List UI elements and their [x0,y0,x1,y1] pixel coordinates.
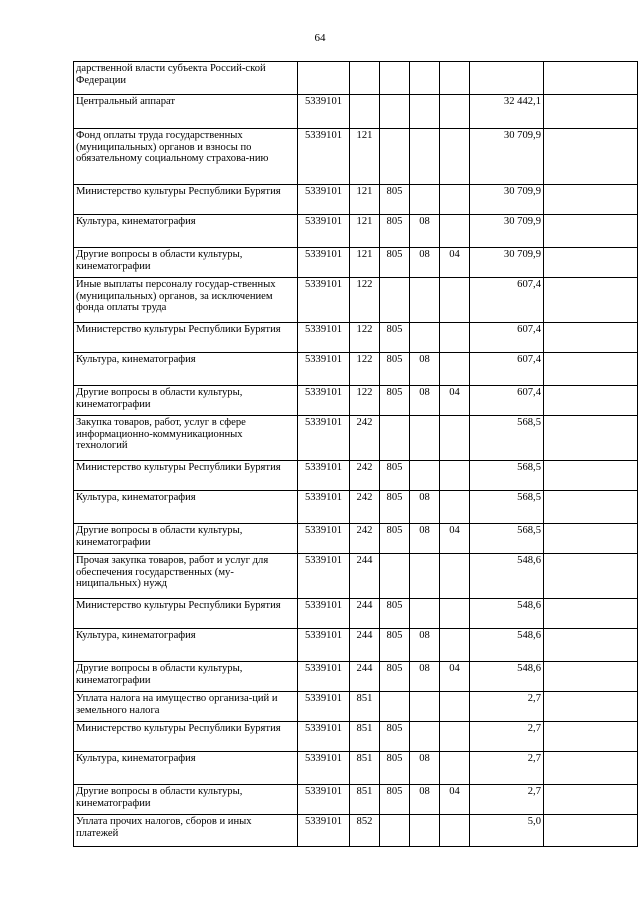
row-expense-type: 121 [350,248,380,278]
row-name: Уплата прочих налогов, сборов и иных платежей [74,815,298,847]
row-extra [544,278,638,323]
row-subsection [440,95,470,129]
row-target-article: 5339101 [298,461,350,491]
row-ministry-code: 805 [380,524,410,554]
row-section [410,416,440,461]
row-name: Фонд оплаты труда государственных (муниципальных) органов и взносы по обязательному социальному страхова-нию [74,129,298,185]
row-section [410,722,440,752]
row-expense-type: 851 [350,752,380,785]
table-row [74,353,638,386]
row-expense-type: 122 [350,386,380,416]
row-ministry-code: 805 [380,629,410,662]
row-subsection [440,215,470,248]
row-extra [544,95,638,129]
row-expense-type: 244 [350,599,380,629]
row-extra [544,185,638,215]
row-name: Культура, кинематография [74,629,298,662]
row-sum: 607,4 [470,278,544,323]
row-target-article: 5339101 [298,248,350,278]
row-ministry-code [380,692,410,722]
row-section: 08 [410,353,440,386]
row-expense-type: 122 [350,278,380,323]
row-name: Культура, кинематография [74,752,298,785]
row-sum: 568,5 [470,461,544,491]
row-name: Уплата налога на имущество организа-ций и земельного налога [74,692,298,722]
table-row [74,386,638,416]
row-extra [544,353,638,386]
table-row [74,461,638,491]
table-row [74,554,638,599]
row-section [410,323,440,353]
row-subsection [440,129,470,185]
row-subsection [440,185,470,215]
row-subsection [440,278,470,323]
row-target-article: 5339101 [298,815,350,847]
row-extra [544,491,638,524]
row-extra [544,692,638,722]
row-target-article: 5339101 [298,129,350,185]
row-name: Прочая закупка товаров, работ и услуг для обеспечения государственных (му-ниципальных) нужд [74,554,298,599]
row-extra [544,215,638,248]
row-ministry-code [380,554,410,599]
row-sum: 30 709,9 [470,185,544,215]
table-row [74,815,638,847]
row-section: 08 [410,785,440,815]
row-name: Другие вопросы в области культуры, кинематографии [74,662,298,692]
row-subsection: 04 [440,662,470,692]
row-name: Иные выплаты персоналу государ-ственных (муниципальных) органов, за исключением фонда оплаты труда [74,278,298,323]
table-row [74,785,638,815]
row-name: Другие вопросы в области культуры, кинематографии [74,248,298,278]
row-subsection [440,323,470,353]
row-section [410,692,440,722]
row-name: Министерство культуры Республики Бурятия [74,461,298,491]
row-sum: 607,4 [470,386,544,416]
row-subsection [440,752,470,785]
row-section [410,278,440,323]
row-subsection [440,554,470,599]
row-subsection: 04 [440,386,470,416]
row-sum: 548,6 [470,599,544,629]
row-extra [544,461,638,491]
row-expense-type: 242 [350,524,380,554]
row-expense-type: 121 [350,215,380,248]
table-row [74,491,638,524]
row-target-article: 5339101 [298,692,350,722]
row-sum: 548,6 [470,662,544,692]
row-ministry-code: 805 [380,461,410,491]
table-row [74,662,638,692]
table-row [74,323,638,353]
row-sum: 607,4 [470,323,544,353]
table-row [74,692,638,722]
row-subsection [440,461,470,491]
row-ministry-code: 805 [380,722,410,752]
row-expense-type: 851 [350,785,380,815]
row-section [410,62,440,95]
row-expense-type: 242 [350,461,380,491]
row-section [410,554,440,599]
row-ministry-code: 805 [380,215,410,248]
row-subsection [440,62,470,95]
row-extra [544,323,638,353]
row-extra [544,629,638,662]
row-extra [544,248,638,278]
row-name: Министерство культуры Республики Бурятия [74,185,298,215]
table-row [74,62,638,95]
row-name: Министерство культуры Республики Бурятия [74,599,298,629]
row-section: 08 [410,662,440,692]
row-target-article: 5339101 [298,386,350,416]
row-name: дарственной власти субъекта Россий-ской Федерации [74,62,298,95]
row-section [410,461,440,491]
row-extra [544,554,638,599]
row-subsection [440,491,470,524]
row-ministry-code: 805 [380,323,410,353]
row-extra [544,62,638,95]
row-subsection [440,416,470,461]
row-ministry-code [380,278,410,323]
row-expense-type: 851 [350,692,380,722]
row-section [410,815,440,847]
row-target-article: 5339101 [298,323,350,353]
row-sum: 2,7 [470,722,544,752]
row-name: Центральный аппарат [74,95,298,129]
row-ministry-code [380,129,410,185]
row-ministry-code: 805 [380,491,410,524]
row-target-article: 5339101 [298,752,350,785]
row-section [410,599,440,629]
row-sum: 2,7 [470,785,544,815]
row-target-article: 5339101 [298,95,350,129]
budget-table [73,61,638,847]
row-sum: 30 709,9 [470,215,544,248]
row-sum [470,62,544,95]
row-expense-type: 121 [350,129,380,185]
row-ministry-code: 805 [380,386,410,416]
row-subsection [440,815,470,847]
row-target-article: 5339101 [298,185,350,215]
row-section: 08 [410,524,440,554]
row-expense-type: 852 [350,815,380,847]
row-target-article: 5339101 [298,785,350,815]
row-subsection: 04 [440,524,470,554]
row-expense-type: 244 [350,629,380,662]
row-expense-type: 851 [350,722,380,752]
row-name: Министерство культуры Республики Бурятия [74,722,298,752]
row-target-article: 5339101 [298,554,350,599]
row-extra [544,662,638,692]
row-target-article: 5339101 [298,416,350,461]
table-row [74,629,638,662]
row-ministry-code: 805 [380,599,410,629]
row-expense-type: 244 [350,662,380,692]
row-target-article: 5339101 [298,662,350,692]
row-target-article: 5339101 [298,215,350,248]
row-target-article: 5339101 [298,524,350,554]
row-expense-type: 121 [350,185,380,215]
row-expense-type [350,62,380,95]
row-name: Другие вопросы в области культуры, кинематографии [74,785,298,815]
row-section: 08 [410,752,440,785]
page-number: 64 [314,32,326,44]
row-sum: 568,5 [470,491,544,524]
row-expense-type [350,95,380,129]
row-expense-type: 242 [350,416,380,461]
table-row [74,416,638,461]
row-section: 08 [410,248,440,278]
row-subsection [440,353,470,386]
row-subsection [440,722,470,752]
row-ministry-code: 805 [380,353,410,386]
row-expense-type: 242 [350,491,380,524]
row-subsection [440,599,470,629]
table-row [74,95,638,129]
row-sum: 5,0 [470,815,544,847]
row-section [410,95,440,129]
row-ministry-code [380,416,410,461]
row-target-article: 5339101 [298,599,350,629]
table-row [74,129,638,185]
row-subsection [440,629,470,662]
row-extra [544,129,638,185]
row-ministry-code: 805 [380,248,410,278]
row-subsection [440,692,470,722]
row-target-article: 5339101 [298,629,350,662]
row-section: 08 [410,215,440,248]
table-body [74,62,638,847]
row-subsection: 04 [440,785,470,815]
row-target-article: 5339101 [298,353,350,386]
row-target-article: 5339101 [298,278,350,323]
table-row [74,752,638,785]
row-extra [544,599,638,629]
row-ministry-code: 805 [380,185,410,215]
row-ministry-code: 805 [380,662,410,692]
row-name: Другие вопросы в области культуры, кинематографии [74,524,298,554]
row-sum: 30 709,9 [470,129,544,185]
row-extra [544,815,638,847]
row-ministry-code [380,95,410,129]
row-extra [544,722,638,752]
row-name: Культура, кинематография [74,215,298,248]
row-section [410,129,440,185]
row-expense-type: 122 [350,353,380,386]
row-name: Другие вопросы в области культуры, кинематографии [74,386,298,416]
row-extra [544,785,638,815]
table-row [74,248,638,278]
row-target-article: 5339101 [298,722,350,752]
row-extra [544,752,638,785]
row-sum: 30 709,9 [470,248,544,278]
row-ministry-code: 805 [380,785,410,815]
row-section: 08 [410,491,440,524]
row-name: Культура, кинематография [74,353,298,386]
row-sum: 548,6 [470,629,544,662]
row-extra [544,524,638,554]
row-ministry-code [380,62,410,95]
row-target-article: 5339101 [298,491,350,524]
row-expense-type: 122 [350,323,380,353]
table-row [74,599,638,629]
table-row [74,185,638,215]
table-row [74,722,638,752]
row-extra [544,386,638,416]
row-section [410,185,440,215]
row-name: Закупка товаров, работ, услуг в сфере информационно-коммуникационных технологий [74,416,298,461]
table-row [74,278,638,323]
row-expense-type: 244 [350,554,380,599]
table-row [74,524,638,554]
row-name: Культура, кинематография [74,491,298,524]
row-sum: 548,6 [470,554,544,599]
row-name: Министерство культуры Республики Бурятия [74,323,298,353]
table-row [74,215,638,248]
row-sum: 2,7 [470,692,544,722]
row-sum: 32 442,1 [470,95,544,129]
row-extra [544,416,638,461]
row-section: 08 [410,629,440,662]
row-ministry-code [380,815,410,847]
row-ministry-code: 805 [380,752,410,785]
row-sum: 2,7 [470,752,544,785]
row-sum: 607,4 [470,353,544,386]
row-target-article [298,62,350,95]
row-sum: 568,5 [470,416,544,461]
row-sum: 568,5 [470,524,544,554]
row-subsection: 04 [440,248,470,278]
row-section: 08 [410,386,440,416]
